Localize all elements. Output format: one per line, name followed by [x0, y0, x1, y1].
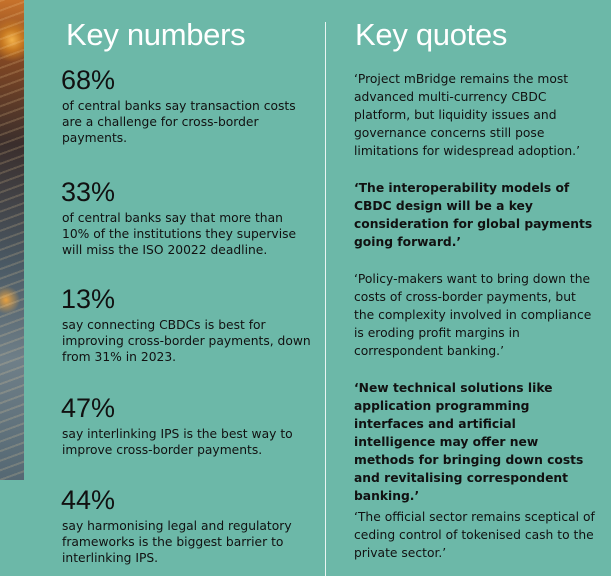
stat-value: 44% [61, 485, 116, 515]
quote-text-bold: ‘New technical solutions like application programming interfaces and artificial intelligence may offer new methods for bringing down costs and revitalising correspondent banking.’ [354, 381, 584, 503]
stat-item [61, 485, 311, 566]
stat-description: of central banks say that more than 10% of the institutions they supervise will miss the ISO 20022 deadline. [62, 211, 297, 257]
stat-description: say interlinking IPS is the best way to improve cross-border payments. [62, 427, 293, 457]
stat-description: of central banks say transaction costs are a challenge for cross-border payments. [62, 99, 296, 145]
stat-value: 33% [61, 177, 116, 207]
cityscape-photo-strip [0, 0, 24, 480]
stat-value: 13% [61, 284, 116, 314]
quote-text-bold: ‘The interoperability models of CBDC design will be a key consideration for global payments going forward.’ [354, 181, 593, 249]
quote-text: ‘The official sector remains sceptical of ceding control of tokenised cash to the private sector.’ [354, 510, 595, 560]
stat-item [61, 284, 311, 365]
stat-value: 68% [61, 65, 116, 95]
column-divider [325, 22, 326, 576]
quote-text: ‘Project mBridge remains the most advanced multi-currency CBDC platform, but liquidity issues and governance concerns still pose limitations for widespread adoption.’ [354, 72, 580, 158]
key-numbers-heading: Key numbers [66, 17, 246, 52]
stat-item [61, 177, 311, 258]
key-quotes-heading: Key quotes [355, 17, 508, 52]
stat-description: say connecting CBDCs is best for improving cross-border payments, down from 31% in 2023. [62, 318, 311, 364]
stat-item [61, 65, 311, 146]
stat-description: say harmonising legal and regulatory frameworks is the biggest barrier to interlinking IPS. [62, 519, 292, 565]
stat-value: 47% [61, 393, 116, 423]
quote-text: ‘Policy-makers want to bring down the costs of cross-border payments, but the complexity involved in compliance is eroding profit margins in correspondent banking.’ [354, 272, 592, 358]
stat-item [61, 393, 311, 458]
